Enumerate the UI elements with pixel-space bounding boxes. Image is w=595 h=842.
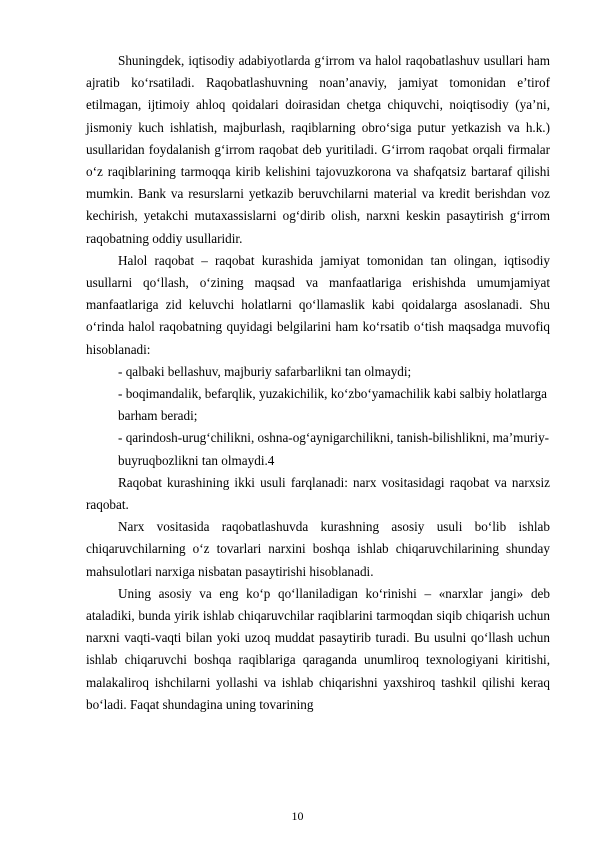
paragraph-fair-competition: Halol raqobat – raqobat kurashida jamiyat tomonidan tan olingan, iqtisodiy usullarni qo‘llash, o‘zining maqsad va manfaatlariga erishishda umumjamiyat manfaatlariga zid keluvchi holatlarni qo‘llamaslik kabi qoidalarga asoslanadi. Shu o‘rinda halol raqobatning quyidagi belgilarini ham ko‘rsatib o‘tish maqsadga muvofiq hisoblanadi: [86, 252, 550, 357]
list-item: - qarindosh-urug‘chilikni, oshna-og‘aynigarchilikni, tanish-bilishlikni, ma’muriy-buyruqbozlikni tan olmaydi.4 [118, 430, 550, 468]
paragraph-price-war: Uning asosiy va eng ko‘p qo‘llaniladigan ko‘rinishi – «narxlar jangi» deb ataladiki, bunda yirik ishlab chiqaruvchilar raqiblarini tarmoqdan siqib chiqarish uchun narxni vaqti-vaqti bilan yoki uzoq muddat pasaytirib turadi. Bu usulni qo‘llash uchun ishlab chiqaruvchi boshqa raqiblariga qaraganda unumliroq texnologiyani kiritishi, malakaliroq ishchilarni yollashi va ishlab chiqarishni yaxshiroq tashkil qilishi keraq bo‘ladi. Faqat shundagina uning tovarining [86, 585, 550, 712]
paragraph-price-competition: Narx vositasida raqobatlashuvda kurashning asosiy usuli bo‘lib ishlab chiqaruvchilarning o‘z tovarlari narxini boshqa ishlab chiqaruvchilarining shunday mahsulotlari narxiga nisbatan pasaytirishi hisoblanadi. [86, 519, 550, 579]
paragraph-unfair-competition: Shuningdek, iqtisodiy adabiyotlarda g‘irrom va halol raqobatlashuv usullari ham ajratib ko‘rsatiladi. Raqobatlashuvning noan’anaviy, jamiyat tomonidan e’tirof etilmagan, ijtimoiy ahloq qoidalari doirasidan chetga chiquvchi, noiqtisodiy (ya’ni, jismoniy kuch ishlatish, majburlash, raqiblarning obro‘siga putur yetkazish va h.k.) usullaridan foydalanish g‘irrom raqobat deb yuritiladi. G‘irrom raqobat orqali firmalar o‘z raqiblarining tarmoqqa kirib kelishini tajovuzkorona va shafqatsiz bartaraf qilishi mumkin. Bank va resurslarni yetkazib beruvchilarni material va kredit berishdan voz kechirish, yetakchi mutaxassislarni og‘dirib olish, narxni keskin pasaytirish g‘irrom raqobatning oddiy usullaridir. [86, 53, 550, 246]
list-item: - qalbaki bellashuv, majburiy safarbarlikni tan olmaydi; [118, 363, 412, 379]
list-item: - boqimandalik, befarqlik, yuzakichilik, ko‘zbo‘yamachilik kabi salbiy holatlarga barham beradi; [118, 386, 547, 424]
page-number: 10 [291, 809, 304, 823]
paragraph-competition-methods: Raqobat kurashining ikki usuli farqlanadi: narx vositasidagi raqobat va narxsiz raqobat. [86, 474, 550, 513]
document-page [86, 50, 550, 716]
